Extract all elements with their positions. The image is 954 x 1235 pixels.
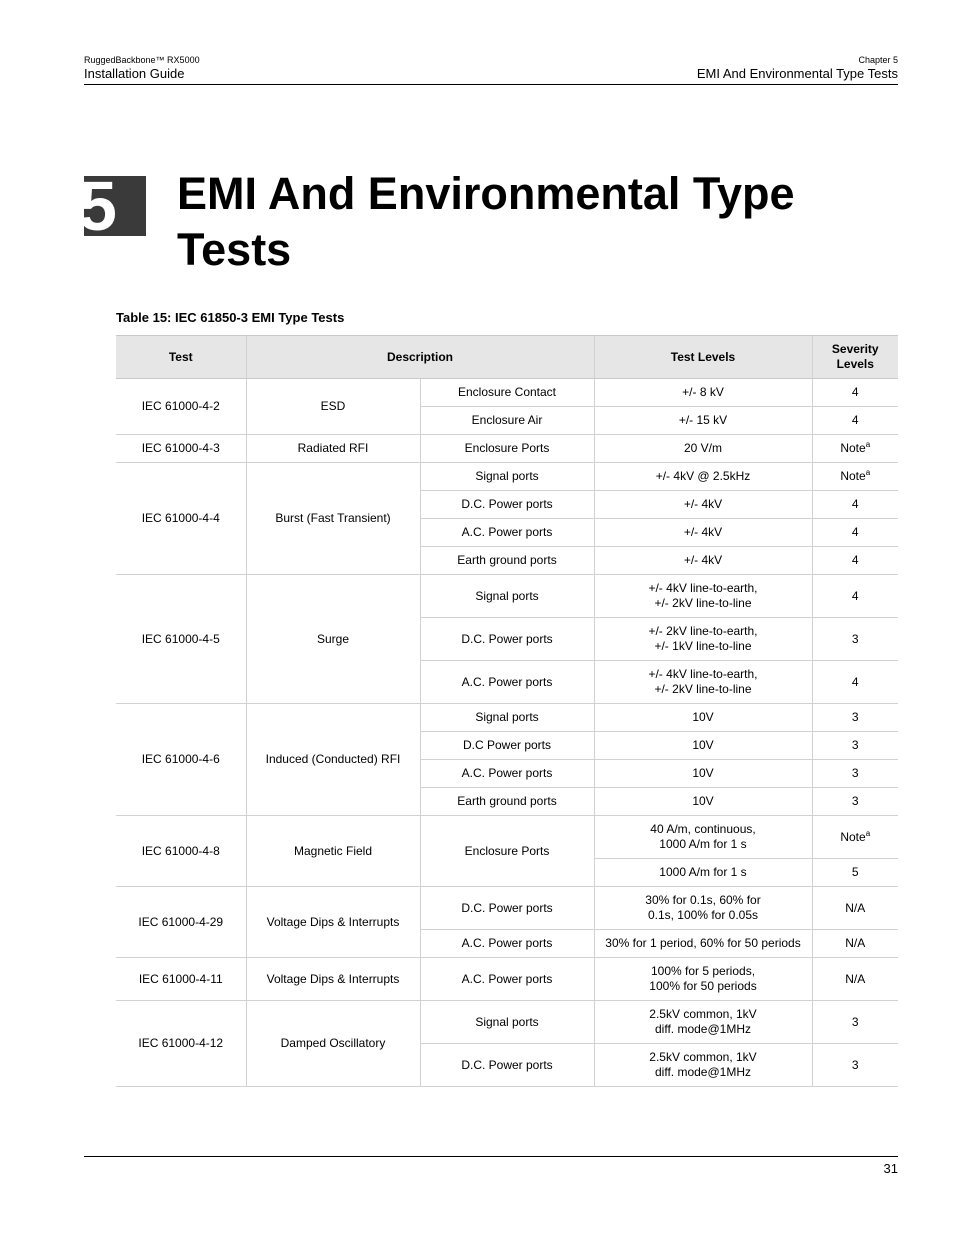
test-level-cell: +/- 15 kV: [594, 407, 812, 435]
page-number: 31: [883, 1161, 898, 1176]
severity-cell: 3: [812, 618, 898, 661]
severity-note: Note: [840, 441, 866, 455]
test-level-cell: [594, 575, 812, 618]
note-superscript: a: [865, 828, 871, 838]
severity-cell: N/A: [812, 930, 898, 958]
table-row: [116, 816, 898, 859]
column-header-test-levels: Test Levels: [594, 336, 812, 379]
severity-cell: 3: [812, 788, 898, 816]
severity-note: Note: [840, 829, 866, 844]
test-level-line: 1000 A/m for 1 s: [659, 837, 747, 851]
severity-cell: 3: [812, 1001, 898, 1044]
chapter-title-line-2: Tests: [177, 224, 292, 275]
port-cell: A.C. Power ports: [420, 519, 594, 547]
test-level-line: 100% for 5 periods,: [650, 964, 756, 978]
test-level-line: +/- 2kV line-to-earth,: [648, 624, 758, 638]
severity-cell: 5: [812, 859, 898, 887]
test-level-cell: +/- 4kV @ 2.5kHz: [594, 463, 812, 491]
test-level-line: +/- 4kV line-to-earth,: [648, 581, 758, 595]
test-level-line: diff. mode@1MHz: [655, 1065, 751, 1079]
port-cell: A.C. Power ports: [420, 760, 594, 788]
table-caption: Table 15: IEC 61850-3 EMI Type Tests: [116, 310, 345, 325]
port-cell: Enclosure Ports: [420, 435, 594, 463]
test-level-line: 2.5kV common, 1kV: [649, 1007, 757, 1021]
table-row: [116, 463, 898, 491]
port-cell: Signal ports: [420, 463, 594, 491]
test-level-cell: [594, 1001, 812, 1044]
test-cell: IEC 61000-4-8: [116, 816, 246, 887]
test-level-line: +/- 4kV line-to-earth,: [648, 667, 758, 681]
test-cell: IEC 61000-4-4: [116, 463, 246, 575]
severity-cell: [812, 816, 898, 859]
header-rule: [84, 84, 898, 85]
test-level-cell: [594, 816, 812, 859]
severity-cell: 4: [812, 519, 898, 547]
table-row: [116, 1001, 898, 1044]
chapter-number-box: [78, 167, 146, 245]
test-level-cell: 10V: [594, 760, 812, 788]
test-level-line: diff. mode@1MHz: [655, 1022, 751, 1036]
port-cell: A.C. Power ports: [420, 958, 594, 1001]
test-level-line: 2.5kV common, 1kV: [649, 1050, 757, 1064]
test-cell: IEC 61000-4-29: [116, 887, 246, 958]
description-cell: ESD: [246, 379, 420, 435]
severity-cell: 4: [812, 547, 898, 575]
test-level-line: 100% for 50 periods: [649, 979, 757, 993]
test-level-cell: [594, 887, 812, 930]
port-cell: Enclosure Ports: [420, 816, 594, 887]
severity-note: Note: [840, 469, 866, 483]
column-header-description: Description: [246, 336, 594, 379]
port-cell: D.C. Power ports: [420, 887, 594, 930]
chapter-title-line-1: EMI And Environmental Type: [177, 168, 795, 219]
severity-cell: [812, 435, 898, 463]
footer-rule: [84, 1156, 898, 1157]
description-cell: Voltage Dips & Interrupts: [246, 958, 420, 1001]
port-cell: A.C. Power ports: [420, 661, 594, 704]
severity-cell: 4: [812, 379, 898, 407]
test-level-cell: [594, 958, 812, 1001]
table-row: [116, 435, 898, 463]
description-cell: Damped Oscillatory: [246, 1001, 420, 1087]
test-level-cell: +/- 4kV: [594, 519, 812, 547]
chapter-number: 5: [78, 167, 117, 245]
port-cell: Earth ground ports: [420, 547, 594, 575]
port-cell: A.C. Power ports: [420, 930, 594, 958]
test-level-cell: [594, 618, 812, 661]
test-level-cell: 30% for 1 period, 60% for 50 periods: [594, 930, 812, 958]
severity-cell: 3: [812, 704, 898, 732]
note-superscript: a: [865, 468, 871, 477]
test-level-cell: 10V: [594, 732, 812, 760]
port-cell: Enclosure Air: [420, 407, 594, 435]
port-cell: D.C. Power ports: [420, 491, 594, 519]
test-level-cell: 10V: [594, 704, 812, 732]
test-level-cell: +/- 4kV: [594, 491, 812, 519]
table-row: [116, 958, 898, 1001]
severity-cell: 4: [812, 407, 898, 435]
port-cell: Signal ports: [420, 1001, 594, 1044]
document-name: Installation Guide: [84, 66, 185, 81]
description-cell: Radiated RFI: [246, 435, 420, 463]
test-level-cell: [594, 661, 812, 704]
test-cell: IEC 61000-4-3: [116, 435, 246, 463]
port-cell: D.C. Power ports: [420, 618, 594, 661]
test-cell: IEC 61000-4-6: [116, 704, 246, 816]
emi-type-tests-table: [116, 335, 898, 1087]
severity-cell: N/A: [812, 887, 898, 930]
severity-cell: 3: [812, 732, 898, 760]
table-header-row: [116, 336, 898, 379]
test-level-cell: +/- 8 kV: [594, 379, 812, 407]
test-cell: IEC 61000-4-2: [116, 379, 246, 435]
test-level-cell: 10V: [594, 788, 812, 816]
test-level-cell: [594, 1044, 812, 1087]
test-level-line: +/- 2kV line-to-line: [654, 682, 752, 696]
table-row: [116, 704, 898, 732]
chapter-title: [177, 166, 877, 278]
severity-cell: 4: [812, 661, 898, 704]
test-level-line: 30% for 0.1s, 60% for: [645, 893, 761, 907]
test-cell: IEC 61000-4-5: [116, 575, 246, 704]
test-level-line: +/- 2kV line-to-line: [654, 596, 752, 610]
test-level-cell: 20 V/m: [594, 435, 812, 463]
severity-cell: N/A: [812, 958, 898, 1001]
description-cell: Magnetic Field: [246, 816, 420, 887]
port-cell: D.C. Power ports: [420, 1044, 594, 1087]
port-cell: Earth ground ports: [420, 788, 594, 816]
description-cell: Burst (Fast Transient): [246, 463, 420, 575]
test-level-line: +/- 1kV line-to-line: [654, 639, 752, 653]
note-superscript: a: [865, 440, 871, 449]
port-cell: Signal ports: [420, 575, 594, 618]
port-cell: D.C Power ports: [420, 732, 594, 760]
severity-cell: 4: [812, 491, 898, 519]
severity-cell: 3: [812, 1044, 898, 1087]
port-cell: Signal ports: [420, 704, 594, 732]
column-header-severity-levels: Severity Levels: [812, 336, 898, 379]
table-row: [116, 887, 898, 930]
test-level-cell: 1000 A/m for 1 s: [594, 859, 812, 887]
test-level-line: 40 A/m, continuous,: [650, 822, 756, 836]
test-level-line: 0.1s, 100% for 0.05s: [647, 908, 759, 922]
description-cell: Induced (Conducted) RFI: [246, 704, 420, 816]
description-cell: Surge: [246, 575, 420, 704]
port-cell: Enclosure Contact: [420, 379, 594, 407]
column-header-test: Test: [116, 336, 246, 379]
severity-cell: 4: [812, 575, 898, 618]
chapter-label: Chapter 5: [858, 55, 898, 65]
severity-cell: 3: [812, 760, 898, 788]
test-cell: IEC 61000-4-11: [116, 958, 246, 1001]
running-header-right: [697, 55, 898, 82]
chapter-header-title: EMI And Environmental Type Tests: [696, 66, 898, 81]
table-row: [116, 575, 898, 618]
product-name: RuggedBackbone™ RX5000: [84, 55, 200, 65]
test-level-cell: +/- 4kV: [594, 547, 812, 575]
table-row: [116, 379, 898, 407]
severity-cell: [812, 463, 898, 491]
description-cell: Voltage Dips & Interrupts: [246, 887, 420, 958]
test-cell: IEC 61000-4-12: [116, 1001, 246, 1087]
running-header-left: [84, 55, 200, 82]
